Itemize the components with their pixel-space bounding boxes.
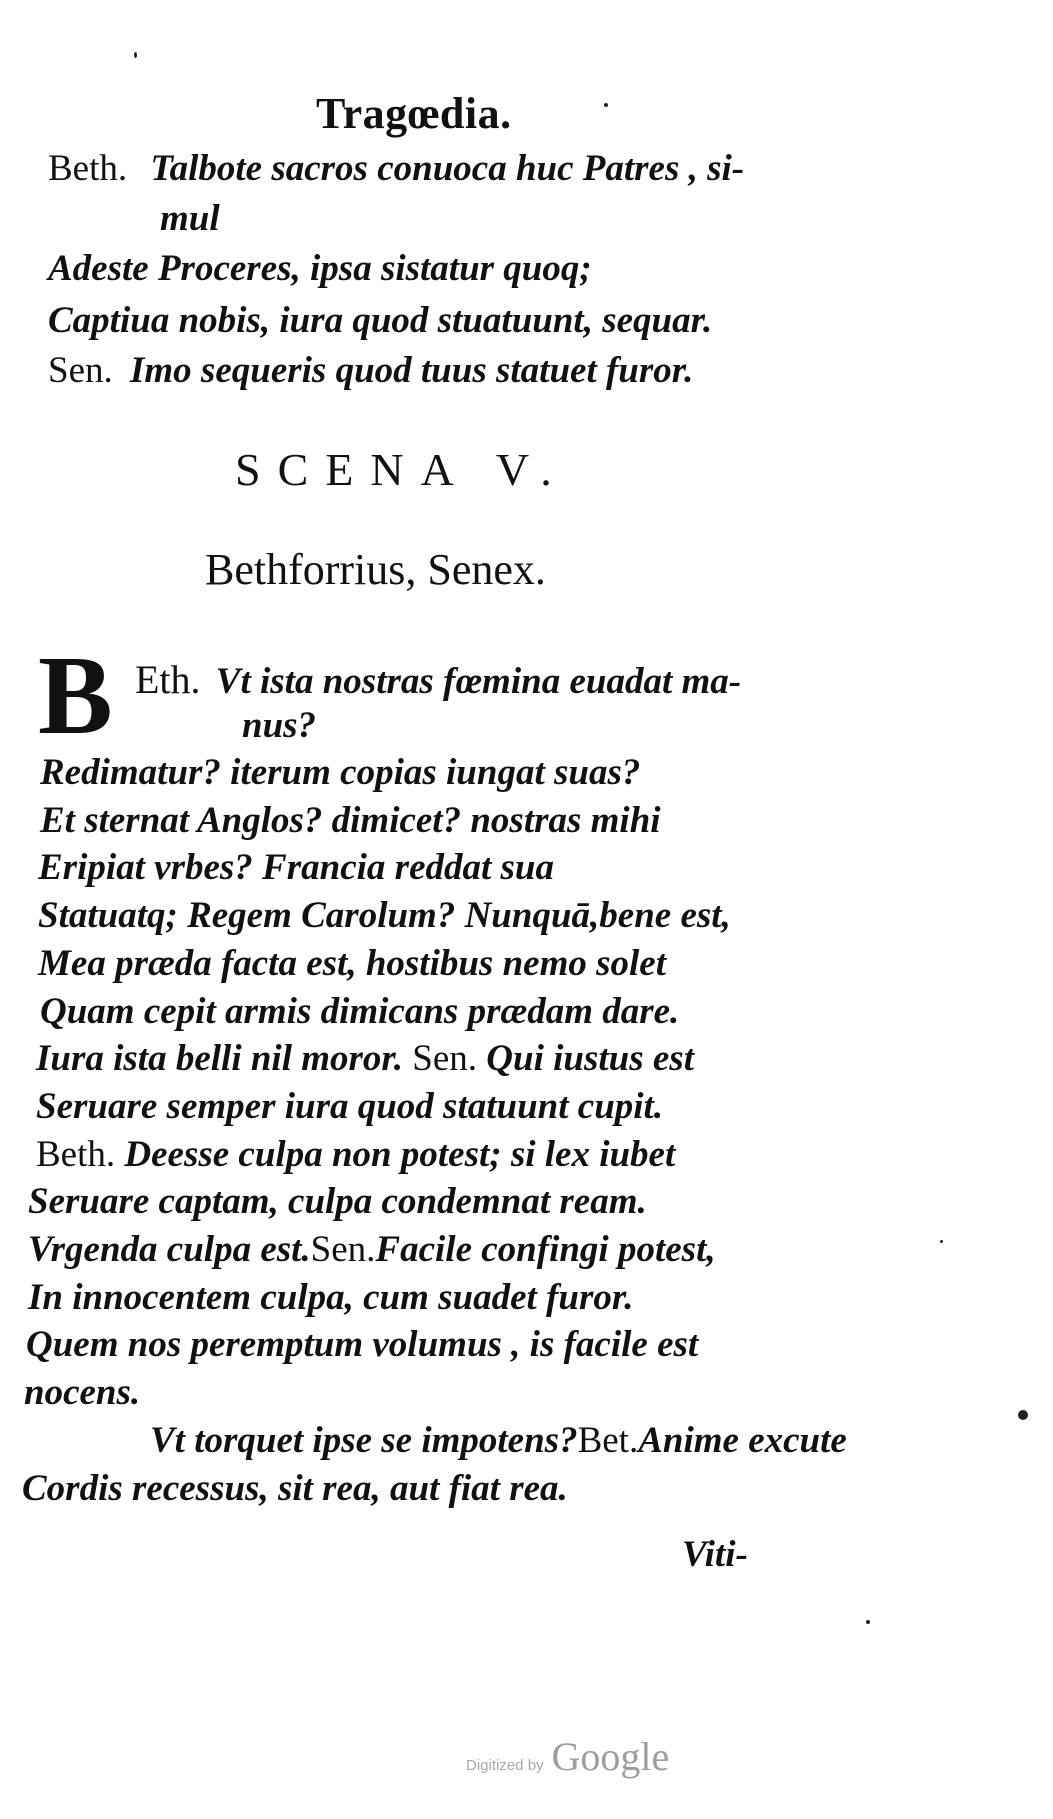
verse-line (48, 150, 744, 187)
verse-text: Quem nos peremptum volumus , is facile est (26, 1324, 699, 1365)
verse-line (40, 993, 679, 1030)
ink-speck (1018, 1410, 1028, 1420)
drop-capital: B (38, 634, 113, 758)
speaker-label: Sen. (48, 350, 113, 391)
verse-line (48, 352, 693, 389)
watermark-prefix: Digitized by (466, 1757, 544, 1774)
verse-text: Cordis recessus, sit rea, aut fiat rea. (22, 1468, 568, 1509)
verse-text: Statuatq; Regem Carolum? Nunquā,bene est, (38, 895, 731, 936)
verse-text: Et sternat Anglos? dimicet? nostras mihi (40, 800, 661, 841)
verse-line (36, 1040, 694, 1077)
google-logo: Google (551, 1734, 670, 1779)
verse-text: nocens. (24, 1372, 141, 1413)
speaker-label: Beth. (48, 148, 128, 189)
verse-text: Deesse culpa non potest; si lex iubet (115, 1134, 676, 1175)
verse-text: Vt ista nostras fœmina euadat ma- (215, 661, 742, 702)
ink-speck (866, 1620, 870, 1624)
ink-speck (134, 52, 137, 58)
verse-line (28, 1231, 716, 1268)
verse-line (28, 1183, 647, 1220)
scene-heading: SCENA V. (235, 444, 569, 495)
verse-text: Talbote sacros conuoca huc Patres , si- (150, 148, 745, 189)
verse-line: Adeste Proceres, ipsa sistatur quoq; (48, 248, 592, 289)
ink-speck (940, 1240, 943, 1243)
verse-text: Imo sequeris quod tuus statuet furor. (130, 350, 694, 391)
verse-text: Facile confingi potest, (375, 1229, 716, 1270)
verse-line: Captiua nobis, iura quod stuatuunt, sequar. (48, 300, 713, 341)
verse-text: Vrgenda culpa est. (28, 1229, 311, 1270)
dramatis-personae: Bethforrius, Senex. (205, 545, 546, 594)
verse-line (38, 945, 666, 982)
verse-text: Eripiat vrbes? Francia reddat sua (38, 847, 554, 888)
verse-line (135, 657, 742, 702)
catchword: Viti- (682, 1534, 748, 1575)
verse-text: Anime excute (638, 1420, 847, 1461)
verse-line: nus? (242, 705, 317, 746)
speaker-label: Sen. (412, 1038, 478, 1079)
verse-line (38, 897, 731, 934)
verse-line (38, 849, 554, 886)
speaker-label: Sen. (310, 1229, 376, 1270)
speaker-label: Beth. (36, 1134, 116, 1175)
speaker-label: Bet. (577, 1420, 639, 1461)
verse-text: Quam cepit armis dimicans prædam dare. (40, 991, 680, 1032)
verse-text: Qui iustus est (477, 1038, 694, 1079)
verse-line (40, 802, 661, 839)
verse-text: Seruare semper iura quod statuunt cupit. (36, 1086, 664, 1127)
speaker-label: Eth. (135, 657, 201, 702)
verse-text: In innocentem culpa, cum suadet furor. (28, 1277, 634, 1318)
ink-speck (604, 103, 608, 107)
verse-line (36, 1088, 663, 1125)
digitization-watermark (466, 1733, 669, 1780)
running-head: Tragœdia. (316, 89, 512, 138)
verse-line (40, 754, 640, 791)
verse-line (22, 1470, 568, 1507)
verse-line: mul (160, 198, 220, 239)
verse-line (24, 1374, 140, 1411)
verse-text: Seruare captam, culpa condemnat ream. (28, 1181, 647, 1222)
verse-line (36, 1136, 675, 1173)
verse-line (26, 1326, 698, 1363)
verse-text: Mea præda facta est, hostibus nemo solet (38, 943, 666, 984)
verse-line (150, 1422, 847, 1459)
verse-text: Redimatur? iterum copias iungat suas? (40, 752, 641, 793)
verse-text: Vt torquet ipse se impotens? (150, 1420, 578, 1461)
verse-text: Iura ista belli nil moror. (36, 1038, 413, 1079)
verse-line (28, 1279, 633, 1316)
